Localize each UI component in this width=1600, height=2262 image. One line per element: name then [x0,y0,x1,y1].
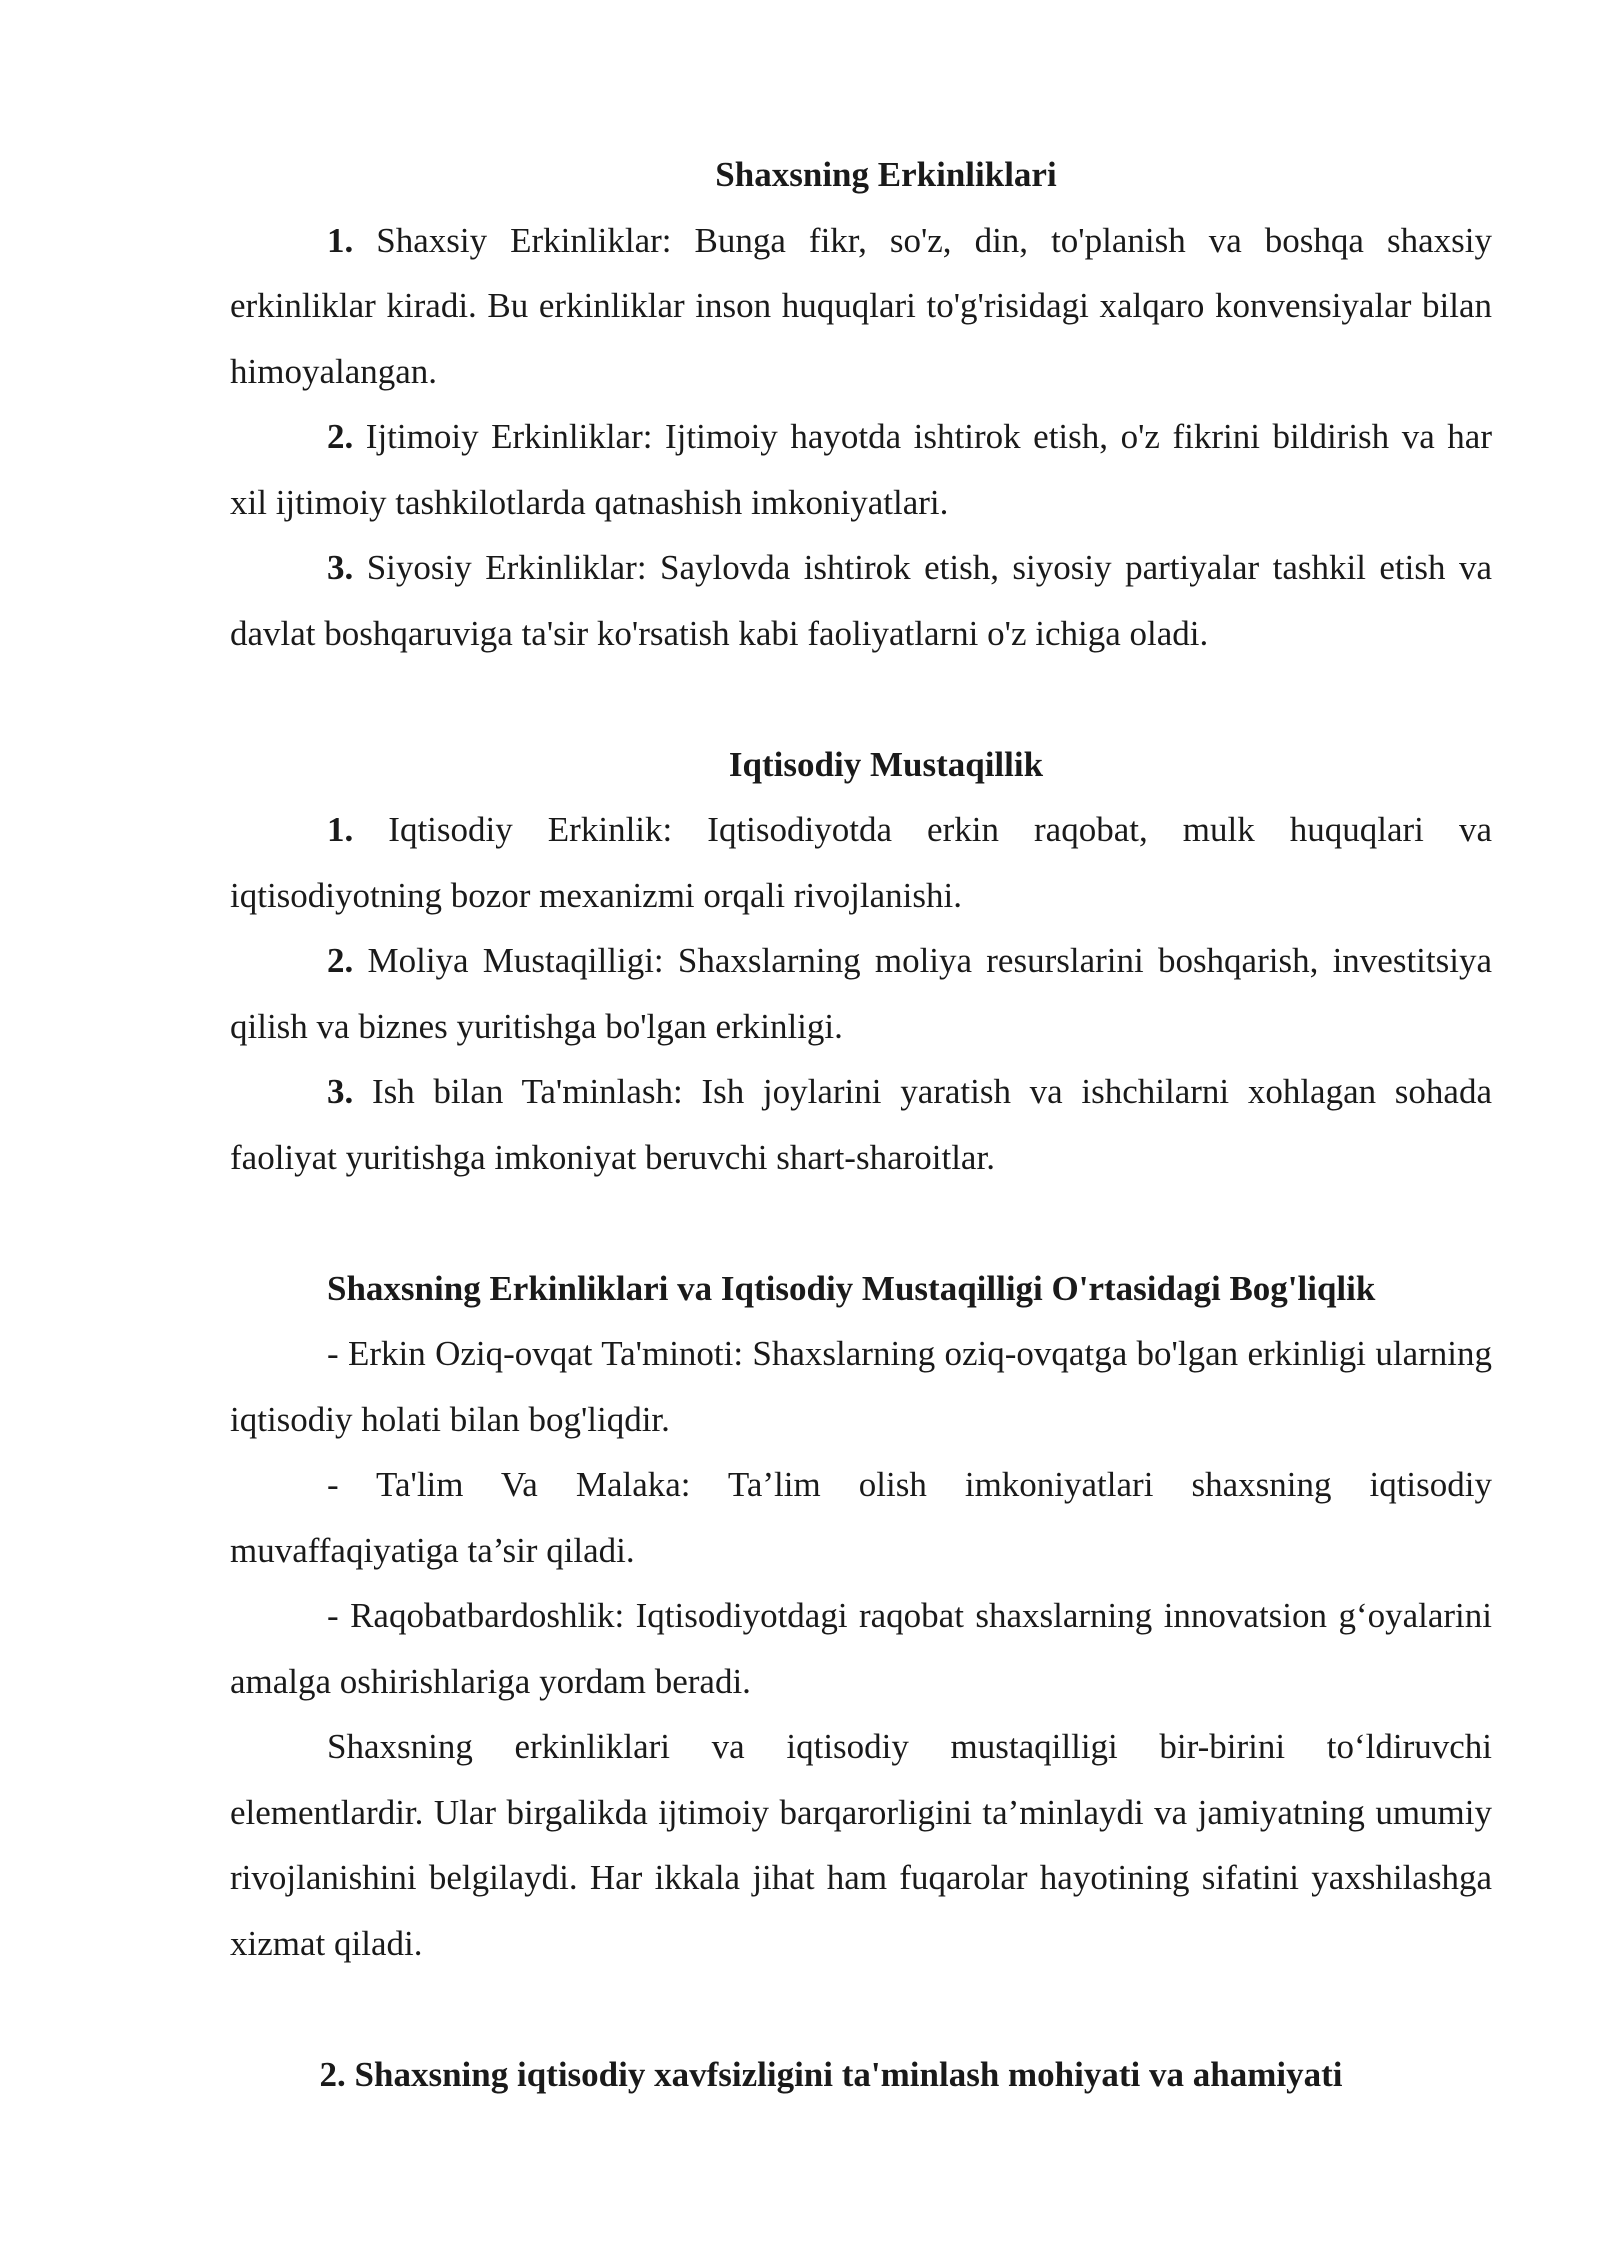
list-item: - Erkin Oziq-ovqat Ta'minoti: Shaxslarning oziq-ovqatga bo'lgan erkinligi ularning iqtisodiy holati bilan bog'liqdir. [230,1334,1492,1439]
item-number: 2. [327,417,354,456]
spacer [230,1190,1492,1256]
item-text: Ijtimoiy Erkinliklar: Ijtimoiy hayotda ishtirok etish, o'z fikrini bildirish va har xil ijtimoiy tashkilotlarda qatnashish imkoniyatlari. [230,417,1492,522]
section-title-economic-independence: Iqtisodiy Mustaqillik [728,744,1044,784]
item-number: 3. [327,548,354,587]
list-item: - Raqobatbardoshlik: Iqtisodiyotdagi raqobat shaxslarning innovatsion g‘oyalarini amalga oshirishlariga yordam beradi. [230,1596,1492,1701]
section-title-relationship: Shaxsning Erkinliklari va Iqtisodiy Mustaqilligi O'rtasidagi Bog'liqlik [327,1268,1376,1308]
list-item [230,404,1492,535]
list-item [230,1059,1492,1190]
conclusion-paragraph: Shaxsning erkinliklari va iqtisodiy mustaqilligi bir-birini to‘ldiruvchi elementlardir. Ular birgalikda ijtimoiy barqarorligini ta’minlaydi va jamiyatning umumiy rivojlanishini belgilaydi. Har ikkala jihat ham fuqarolar hayotining sifatini yaxshilashga xizmat qiladi. [230,1727,1492,1963]
item-text: Moliya Mustaqilligi: Shaxslarning moliya resurslarini boshqarish, investitsiya qilish va biznes yuritishga bo'lgan erkinligi. [230,941,1492,1046]
list-item [230,535,1492,666]
item-number: 1. [327,220,354,260]
item-number: 3. [327,1072,354,1111]
item-text: Iqtisodiy Erkinlik: Iqtisodiyotda erkin raqobat, mulk huquqlari va iqtisodiyotning bozor mexanizmi orqali rivojlanishi. [230,810,1492,915]
list-item: - Ta'lim Va Malaka: Ta’lim olish imkoniyatlari shaxsning iqtisodiy muvaffaqiyatiga ta’sir qiladi. [230,1465,1492,1570]
section-title-economic-security: 2. Shaxsning iqtisodiy xavfsizligini ta'minlash mohiyati va ahamiyati [319,2054,1343,2094]
item-number: 1. [327,810,354,849]
document-page [230,142,1492,2107]
list-item [230,928,1492,1059]
spacer [230,1976,1492,2042]
list-item [230,797,1492,928]
item-number: 2. [327,941,354,980]
item-text: Ish bilan Ta'minlash: Ish joylarini yaratish va ishchilarni xohlagan sohada faoliyat yuritishga imkoniyat beruvchi shart-sharoitlar. [230,1072,1492,1177]
section-title-personal-freedoms: Shaxsning Erkinliklari [715,155,1057,194]
item-text: Siyosiy Erkinliklar: Saylovda ishtirok etish, siyosiy partiyalar tashkil etish va davlat boshqaruviga ta'sir ko'rsatish kabi faoliyatlarni o'z ichiga oladi. [230,548,1492,653]
list-item [230,208,1492,405]
item-text: Shaxsiy Erkinliklar: Bunga fikr, so'z, din, to'planish va boshqa shaxsiy erkinliklar kiradi. Bu erkinliklar inson huquqlari to'g'risidagi xalqaro konvensiyalar bilan himoyalangan. [230,220,1492,391]
spacer [230,666,1492,732]
